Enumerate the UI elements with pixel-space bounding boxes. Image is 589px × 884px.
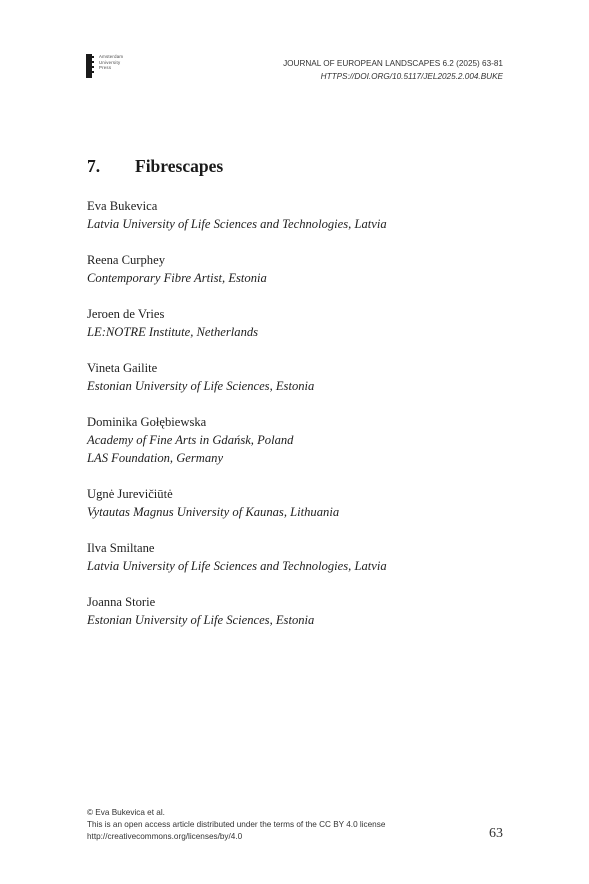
license-footer bbox=[87, 807, 385, 843]
author-name: Eva Bukevica bbox=[87, 199, 158, 213]
author-affiliation: Academy of Fine Arts in Gdańsk, Poland bbox=[87, 433, 294, 447]
doi-link[interactable]: HTTPS://DOI.ORG/10.5117/JEL2025.2.004.BUKE bbox=[320, 72, 503, 81]
author-name: Dominika Gołębiewska bbox=[87, 415, 207, 429]
author-affiliation: Latvia University of Life Sciences and Technologies, Latvia bbox=[87, 559, 387, 573]
page-number: 63 bbox=[489, 826, 503, 841]
chapter-title: Fibrescapes bbox=[135, 156, 224, 176]
publisher-logo bbox=[86, 54, 123, 78]
author-affiliation: LE:NOTRE Institute, Netherlands bbox=[87, 325, 259, 339]
author-name: Joanna Storie bbox=[87, 595, 156, 609]
aup-logo-icon bbox=[86, 54, 94, 78]
author-entry bbox=[87, 593, 517, 629]
author-affiliation: Estonian University of Life Sciences, Estonia bbox=[87, 613, 315, 627]
publisher-line: University bbox=[99, 59, 121, 65]
author-entry bbox=[87, 251, 517, 287]
author-list bbox=[87, 197, 517, 647]
license-url-link[interactable]: http://creativecommons.org/licenses/by/4.0 bbox=[87, 832, 243, 841]
author-entry bbox=[87, 305, 517, 341]
publisher-name bbox=[99, 54, 123, 71]
publisher-line: Amsterdam bbox=[99, 54, 124, 59]
author-entry bbox=[87, 539, 517, 575]
author-entry bbox=[87, 413, 517, 467]
author-affiliation: Estonian University of Life Sciences, Estonia bbox=[87, 379, 315, 393]
author-entry bbox=[87, 485, 517, 521]
author-affiliation: LAS Foundation, Germany bbox=[87, 451, 224, 465]
license-statement: This is an open access article distributed under the terms of the CC BY 4.0 license bbox=[87, 820, 386, 829]
running-header bbox=[283, 57, 503, 83]
copyright-notice: © Eva Bukevica et al. bbox=[87, 808, 165, 817]
author-affiliation: Contemporary Fibre Artist, Estonia bbox=[87, 271, 267, 285]
journal-citation: JOURNAL OF EUROPEAN LANDSCAPES 6.2 (2025) 63-81 bbox=[283, 59, 503, 68]
chapter-number: 7. bbox=[87, 156, 101, 176]
publisher-line: Press bbox=[99, 65, 112, 71]
author-entry bbox=[87, 359, 517, 395]
chapter-heading bbox=[87, 156, 223, 177]
author-name: Reena Curphey bbox=[87, 253, 165, 267]
author-affiliation: Latvia University of Life Sciences and Technologies, Latvia bbox=[87, 217, 387, 231]
author-name: Jeroen de Vries bbox=[87, 307, 165, 321]
author-name: Ilva Smiltane bbox=[87, 541, 155, 555]
author-name: Vineta Gailite bbox=[87, 361, 158, 375]
author-affiliation: Vytautas Magnus University of Kaunas, Lithuania bbox=[87, 505, 340, 519]
author-name: Ugnė Jurevičiūtė bbox=[87, 487, 173, 501]
author-entry bbox=[87, 197, 517, 233]
